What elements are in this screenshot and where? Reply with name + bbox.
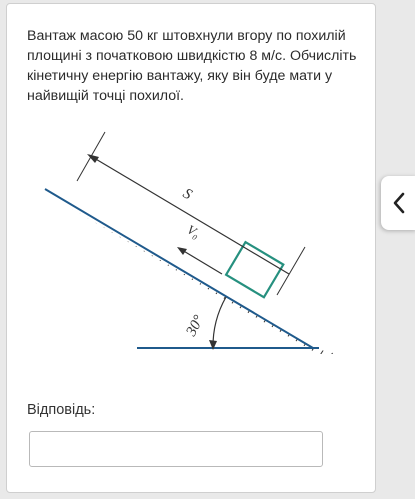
incline-line xyxy=(45,189,313,348)
hatch-line xyxy=(320,341,329,354)
angle-label: 30° xyxy=(183,312,208,339)
answer-label: Відповідь: xyxy=(27,402,96,418)
s-extension-bottom xyxy=(277,247,305,295)
v0-label: V₀ xyxy=(184,221,203,241)
cargo-block xyxy=(226,242,283,297)
angle-arc xyxy=(213,297,226,348)
inclined-plane-diagram xyxy=(37,129,337,354)
hatch-line xyxy=(336,351,337,354)
hatch-line xyxy=(328,346,337,354)
s-dimension-line xyxy=(89,155,289,274)
s-extension-top xyxy=(77,132,105,181)
hatch-line xyxy=(40,176,49,190)
question-card xyxy=(6,3,376,493)
answer-input[interactable] xyxy=(29,431,323,467)
hatch-line xyxy=(37,171,41,185)
s-label: S xyxy=(180,185,195,204)
chevron-left-icon xyxy=(391,191,407,215)
velocity-arrowhead xyxy=(177,247,187,255)
velocity-arrow xyxy=(182,250,222,274)
question-text: Вантаж масою 50 кг штовхнули вгору по похилій площині з початковою швидкістю 8 м/с. Обчисліть кінетичну енергію вантажу, яку він буде мати у найвищій точці похилої. xyxy=(27,28,357,104)
s-arrowhead-top xyxy=(87,154,99,163)
side-panel-toggle[interactable] xyxy=(381,176,415,230)
